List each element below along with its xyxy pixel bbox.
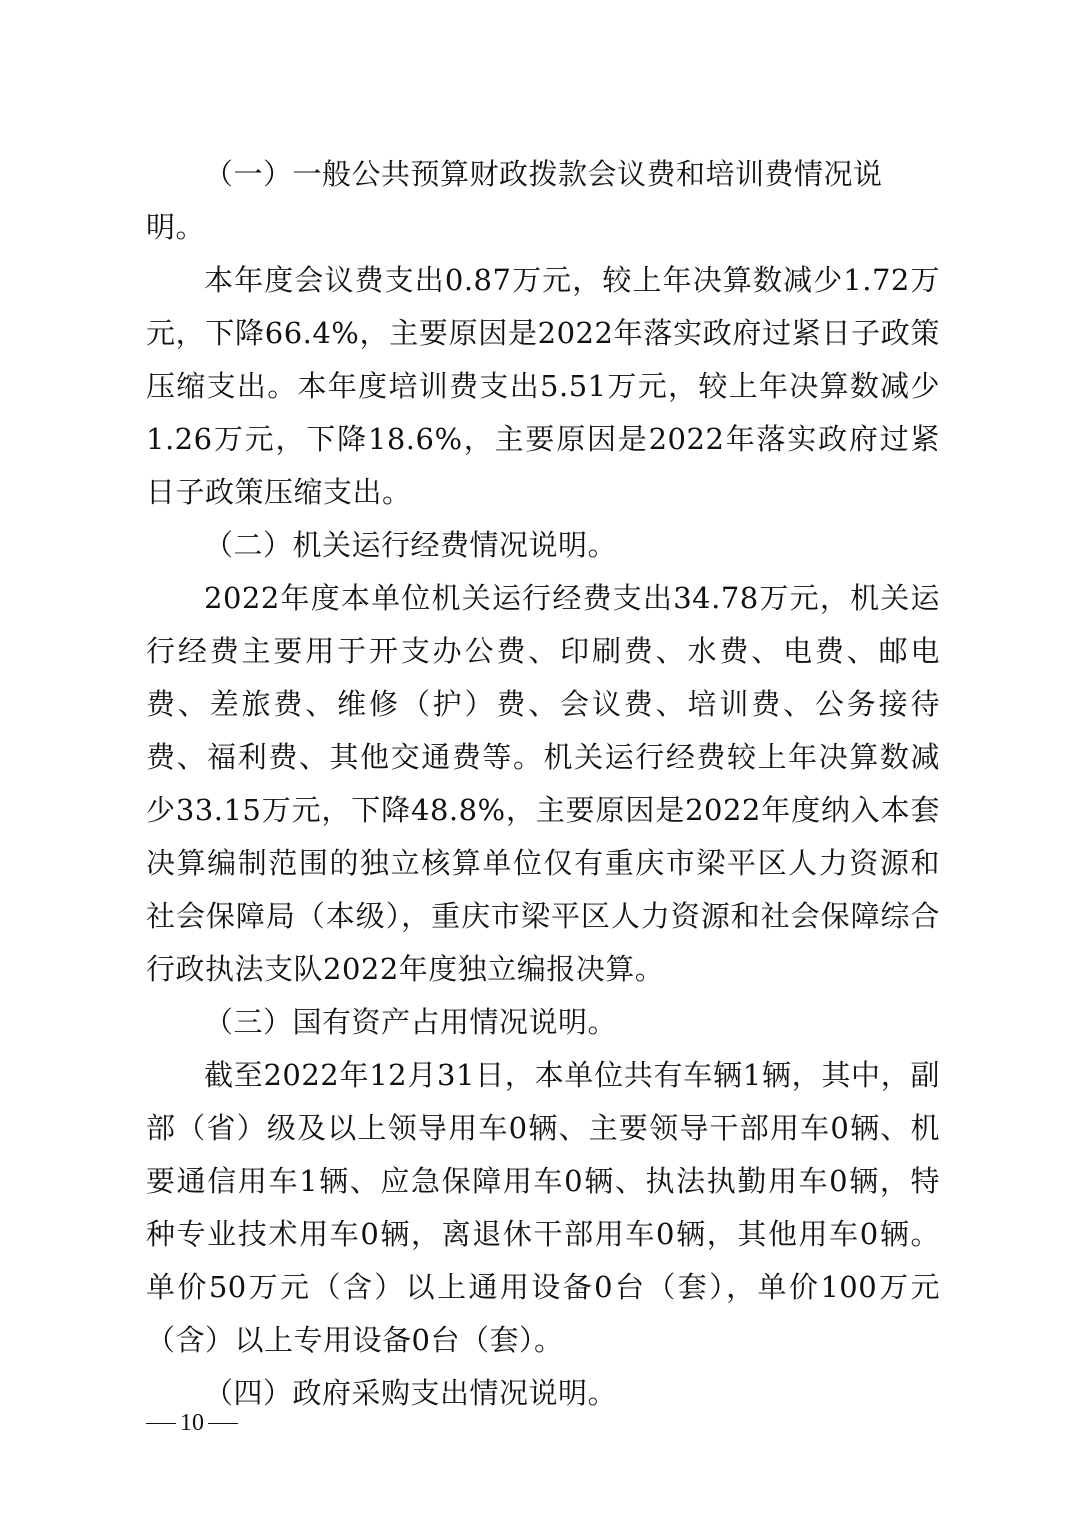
section-paragraph-3: 截至2022年12月31日，本单位共有车辆1辆，其中，副部（省）级及以上领导用车0辆、主要领导干部用车0辆、机要通信用车1辆、应急保障用车0辆、执法执勤用车0辆，特种专业技术用车0辆，离退休干部用车0辆，其他用车0辆。单价50万元（含）以上通用设备0台（套），单价100万元（含）以上专用设备0台（套）。: [146, 1058, 940, 1357]
footer-dash-right: [208, 1423, 238, 1425]
page-footer: [146, 1410, 238, 1437]
section-heading-3: （三）国有资产占用情况说明。: [204, 1005, 618, 1039]
footer-dash-left: [146, 1423, 176, 1425]
document-body: [146, 148, 940, 1420]
section-heading-1: （一）一般公共预算财政拨款会议费和培训费情况说明。: [146, 157, 883, 244]
page-number: 10: [180, 1410, 204, 1436]
section-paragraph-2: 2022年度本单位机关运行经费支出34.78万元，机关运行经费主要用于开支办公费、印刷费、水费、电费、邮电费、差旅费、维修（护）费、会议费、培训费、公务接待费、福利费、其他交通费等。机关运行经费较上年决算数减少33.15万元，下降48.8%，主要原因是2022年度纳入本套决算编制范围的独立核算单位仅有重庆市梁平区人力资源和社会保障局（本级），重庆市梁平区人力资源和社会保障综合行政执法支队2022年度独立编报决算。: [146, 581, 940, 986]
section-paragraph-1: 本年度会议费支出0.87万元，较上年决算数减少1.72万元，下降66.4%，主要原因是2022年落实政府过紧日子政策压缩支出。本年度培训费支出5.51万元，较上年决算数减少1.26万元，下降18.6%，主要原因是2022年落实政府过紧日子政策压缩支出。: [146, 263, 940, 509]
section-heading-2: （二）机关运行经费情况说明。: [204, 528, 618, 562]
section-heading-4: （四）政府采购支出情况说明。: [204, 1376, 618, 1410]
